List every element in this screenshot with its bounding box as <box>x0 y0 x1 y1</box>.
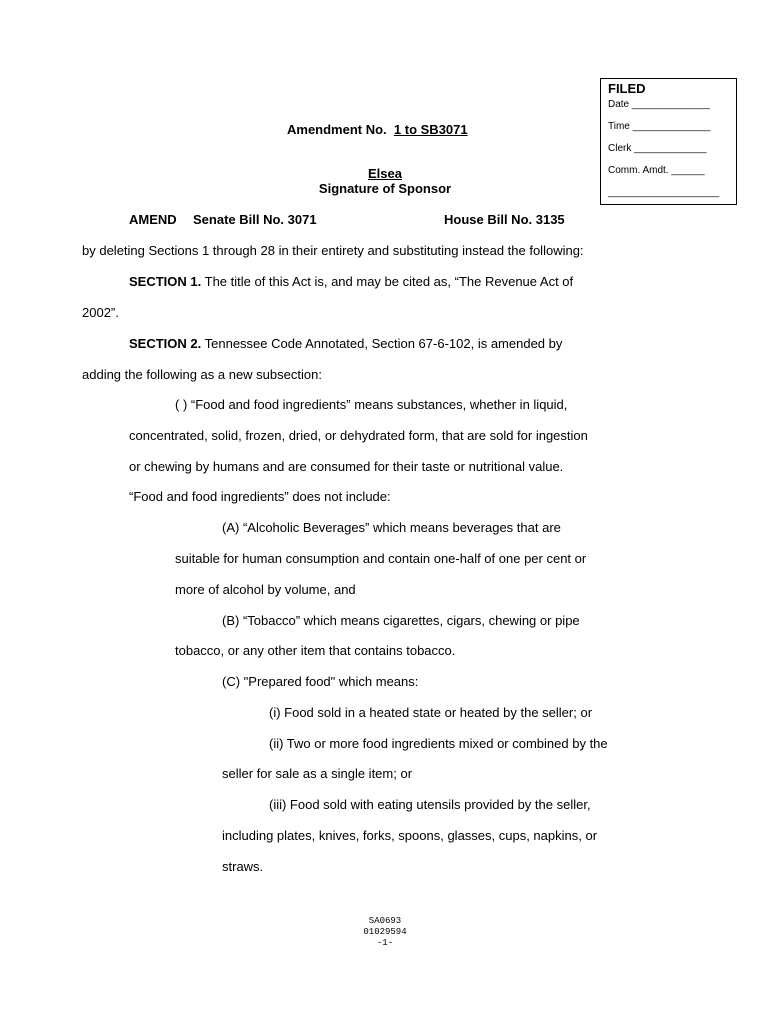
section-2-label: SECTION 2. <box>129 336 202 351</box>
filed-title: FILED <box>608 81 646 96</box>
footer-code-1: SA0693 <box>368 916 402 926</box>
item-c-iii-line-1: (iii) Food sold with eating utensils provided by the seller, <box>269 797 591 812</box>
amendment-heading <box>287 122 468 137</box>
filed-stamp-box <box>600 78 737 205</box>
page-number: -1- <box>376 938 394 948</box>
item-b-line-1: (B) “Tobacco” which means cigarettes, cigars, chewing or pipe <box>222 613 580 628</box>
filed-comm-amdt-line: Comm. Amdt. ______ <box>608 165 705 176</box>
section-1-continuation: 2002”. <box>82 305 119 320</box>
food-definition-line-1: ( ) “Food and food ingredients” means substances, whether in liquid, <box>175 397 568 412</box>
footer-code-2: 01029594 <box>363 927 407 937</box>
filed-clerk-line: Clerk _____________ <box>608 143 707 154</box>
sponsor-name: Elsea <box>368 166 402 181</box>
amendment-number: 1 to SB3071 <box>393 122 468 137</box>
item-a-line-1: (A) “Alcoholic Beverages” which means beverages that are <box>222 520 561 535</box>
filed-time-line: Time ______________ <box>608 121 711 132</box>
senate-bill-number: Senate Bill No. 3071 <box>193 212 317 227</box>
amendment-label: Amendment No. <box>287 122 387 137</box>
item-c-ii-line-1: (ii) Two or more food ingredients mixed or combined by the <box>269 736 608 751</box>
item-b-line-2: tobacco, or any other item that contains tobacco. <box>175 643 456 658</box>
intro-paragraph: by deleting Sections 1 through 28 in their entirety and substituting instead the following: <box>82 243 584 258</box>
section-1-line <box>129 274 573 289</box>
section-2-text: Tennessee Code Annotated, Section 67-6-102, is amended by <box>201 336 563 351</box>
item-c-iii-line-2: including plates, knives, forks, spoons, glasses, cups, napkins, or <box>222 828 598 843</box>
filed-blank-line: ____________________ <box>608 187 720 198</box>
section-2-continuation: adding the following as a new subsection: <box>82 367 322 382</box>
item-c-ii-line-2: seller for sale as a single item; or <box>222 766 413 781</box>
filed-date-line: Date ______________ <box>608 99 710 110</box>
section-1-text: The title of this Act is, and may be cited as, “The Revenue Act of <box>201 274 574 289</box>
item-c-line-1: (C) "Prepared food" which means: <box>222 674 419 689</box>
food-definition-line-3: or chewing by humans and are consumed for their taste or nutritional value. <box>129 459 564 474</box>
item-a-line-2: suitable for human consumption and contain one-half of one per cent or <box>175 551 587 566</box>
item-c-i: (i) Food sold in a heated state or heated by the seller; or <box>269 705 593 720</box>
section-1-label: SECTION 1. <box>129 274 202 289</box>
item-c-iii-line-3: straws. <box>222 859 264 874</box>
food-definition-line-4: “Food and food ingredients” does not include: <box>129 489 391 504</box>
amend-label: AMEND <box>129 212 177 227</box>
item-a-line-3: more of alcohol by volume, and <box>175 582 356 597</box>
food-definition-line-2: concentrated, solid, frozen, dried, or dehydrated form, that are sold for ingestion <box>129 428 588 443</box>
section-2-line <box>129 336 562 351</box>
house-bill-number: House Bill No. 3135 <box>444 212 565 227</box>
sponsor-caption: Signature of Sponsor <box>318 181 452 196</box>
